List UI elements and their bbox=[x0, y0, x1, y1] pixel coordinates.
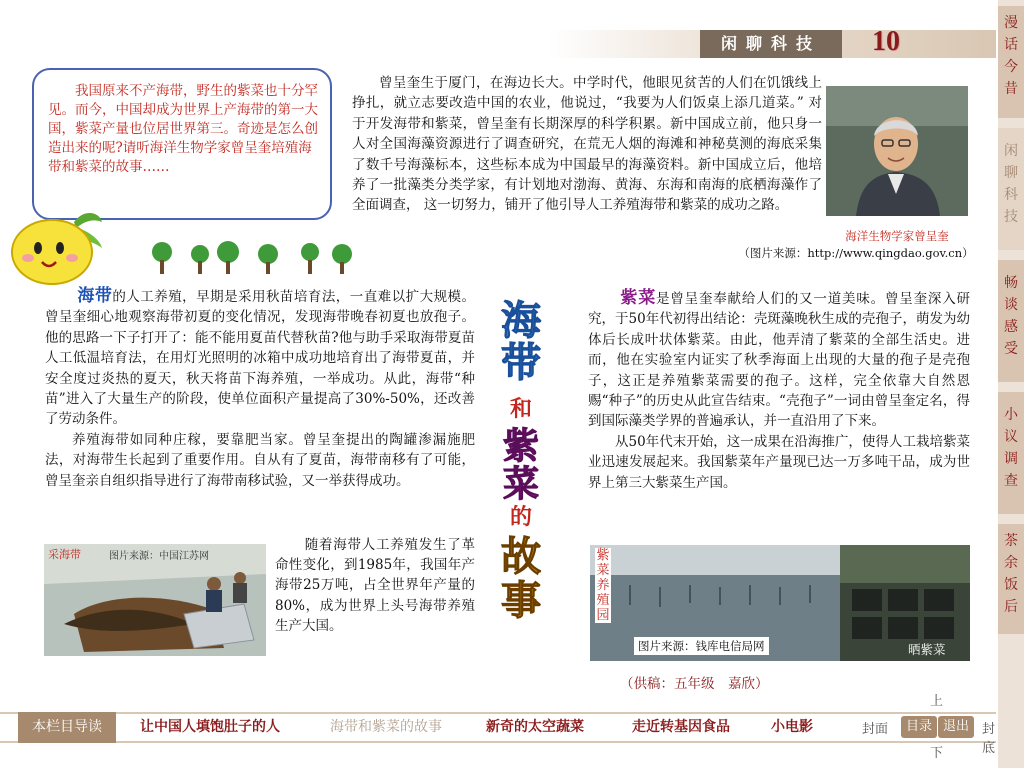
kelp-photo-source: 图片来源：中国江苏网 bbox=[109, 551, 209, 562]
nav-link-kelp-laver-story[interactable]: 海带和紫菜的故事 bbox=[330, 719, 442, 735]
intro-bubble-text: 我国原来不产海带，野生的紫菜也十分罕见。而今，中国却成为世界上产海带的第一大国，紫菜产量也位居世界第三。奇迹是怎么创造出来的呢?请听海洋生物学家曾呈奎培殖海带和紫菜的故事…… bbox=[48, 83, 318, 175]
laver-farm-photo bbox=[590, 545, 970, 661]
laver-keyword: 紫菜 bbox=[620, 288, 657, 308]
trees-decoration-icon bbox=[150, 240, 355, 276]
kelp-photo-caption: 采海带 bbox=[48, 548, 81, 561]
portrait-photo bbox=[826, 86, 968, 216]
laver-dry-caption: 晒紫菜 bbox=[908, 642, 946, 657]
sidebar-menu bbox=[998, 0, 1024, 768]
title-char: 和 bbox=[509, 396, 532, 422]
title-char: 菜 bbox=[502, 463, 539, 505]
title-char: 带 bbox=[501, 339, 541, 386]
nav-link-feeding-people[interactable]: 让中国人填饱肚子的人 bbox=[140, 719, 280, 735]
kelp-keyword: 海带 bbox=[77, 286, 113, 306]
portrait-caption: 海洋生物学家曾呈奎 bbox=[845, 229, 949, 243]
lemon-mascot-icon bbox=[4, 200, 114, 296]
sidebar-item-label: 茶余饭后 bbox=[1004, 533, 1018, 615]
intro-text: 曾呈奎生于厦门，在海边长大。中学时代，他眼见贫苦的人们在饥饿线上挣扎，就立志要改造中国的农业，他说过，“我要为人们饭桌上添几道菜。” 对于开发海带和紫菜，曾呈奎有长期深厚的科学积累。新中国成立前，他只身一人对全国海藻资源进行了调查研究，在荒无人烟的海滩和神秘莫测的海底采集了数千号海藻标本，这些标本成为中国最早的海藻资料。新中国成立后，他培养了一批藻类分类学家，有计划地对渤海、黄海、东海和南海的底栖海藻作了全面调查， 这一切努力，铺开了他引导人工养殖海带和紫菜的成功之路。 bbox=[352, 75, 822, 214]
sidebar-item-leisure[interactable] bbox=[998, 524, 1024, 634]
exit-button[interactable]: 退出 bbox=[938, 716, 974, 738]
sidebar-item-tech-talk[interactable] bbox=[998, 128, 1024, 250]
portrait-image-icon bbox=[826, 86, 968, 216]
laver-photo-label: 紫菜养殖园 bbox=[596, 548, 610, 623]
section-header bbox=[0, 26, 996, 58]
kelp-conclusion bbox=[275, 535, 475, 636]
title-char: 的 bbox=[509, 504, 532, 530]
nav-link-short-film[interactable]: 小电影 bbox=[771, 719, 813, 735]
sidebar-item-feelings[interactable] bbox=[998, 260, 1024, 382]
cover-button[interactable]: 封面 bbox=[862, 722, 889, 737]
intro-paragraph bbox=[352, 73, 822, 216]
column-guide-label: 本栏目导读 bbox=[18, 712, 116, 743]
laver-paragraph-1: 是曾呈奎奉献给人们的又一道美味。曾呈奎深入研究，于50年代初得出结论：壳斑藻晚秋生成的壳孢子，萌发为幼体后长成叶状体紫菜。由此，他弄清了紫菜的全部生活史。进而，他在实验室内证实了秋季海面上出现的大量的孢子是壳孢子，这正是养殖紫菜需要的孢子。这样，完全依靠大自然恩赐“种子”的历史从此宣告结束。“壳孢子”一词由曾呈奎定名，得到国际藻类学界的普遍承认，并一直沿用了下来。 bbox=[588, 291, 971, 430]
section-tag: 闲聊科技 bbox=[700, 30, 842, 58]
title-char: 事 bbox=[501, 577, 541, 624]
kelp-paragraph-1: 的人工养殖，早期是采用秋苗培育法，一直难以扩大规模。曾呈奎细心地观察海带初夏的变化情况，发现海带晚春初夏也放孢子。他的思路一下子打开了：能不能用夏苗代替秋苗?他与助手采取海带夏苗人工低温培育法，在用灯光照明的冰箱中成功地培育出了海带夏苗，并安全度过炎热的夏天，秋天将苗下海养殖，一举成功。从此，海带“种苗”进入了大量生产的阶段，使单位面积产量提高了30%-50%，还改善了劳动条件。 bbox=[45, 289, 476, 428]
intro-speech-bubble bbox=[32, 68, 332, 220]
page-number: 10 bbox=[872, 26, 900, 57]
title-char: 故 bbox=[501, 533, 541, 580]
laver-paragraph-2: 从50年代末开始，这一成果在沿海推广，使得人工栽培紫菜业迅速发展起来。我国紫菜年产量现已达一万多吨干品，成为世界上第三大紫菜生产国。 bbox=[588, 433, 970, 491]
portrait-source: （图片来源：http://www.qingdao.gov.cn） bbox=[738, 246, 974, 260]
next-page-button[interactable]: 下 bbox=[930, 746, 944, 761]
title-char: 紫 bbox=[502, 425, 539, 467]
kelp-paragraph-3: 随着海带人工养殖发生了革命性变化，到1985年，我国年产海带25万吨，占全世界年产量的80%，成为世界上头号海带养殖生产大国。 bbox=[275, 537, 475, 634]
kelp-article bbox=[45, 286, 475, 491]
sidebar-item-label: 闲聊科技 bbox=[1004, 143, 1018, 225]
nav-link-space-vegetables[interactable]: 新奇的太空蔬菜 bbox=[486, 719, 584, 735]
sidebar-item-label: 小议调查 bbox=[1004, 407, 1018, 489]
sidebar-item-label: 畅谈感受 bbox=[1004, 275, 1018, 357]
toc-button[interactable]: 目录 bbox=[901, 716, 937, 738]
footer-nav bbox=[0, 694, 996, 761]
laver-photo-source: 图片来源：钱库电信局网 bbox=[634, 637, 769, 655]
nav-link-gm-food[interactable]: 走近转基因食品 bbox=[632, 719, 730, 735]
contributor-credit: （供稿：五年级 嘉欣） bbox=[620, 676, 769, 692]
back-cover-button[interactable]: 封底 bbox=[982, 722, 996, 756]
prev-page-button[interactable]: 上 bbox=[930, 694, 944, 709]
kelp-harvest-photo bbox=[44, 544, 266, 656]
sidebar-item-label: 漫话今昔 bbox=[1004, 15, 1018, 97]
title-char: 海 bbox=[501, 297, 541, 344]
sidebar-item-past-present[interactable] bbox=[998, 6, 1024, 118]
laver-article bbox=[588, 288, 970, 493]
kelp-paragraph-2: 养殖海带如同种庄稼，要靠肥当家。曾呈奎提出的陶罐渗漏施肥法，对海带生长起到了重要作用。自从有了夏苗，海带南移有了可能，曾呈奎亲自组织指导进行了海带南移试验，又一举获得成功。 bbox=[45, 431, 475, 489]
vertical-title bbox=[490, 297, 552, 630]
sidebar-item-survey[interactable] bbox=[998, 392, 1024, 514]
header-strip bbox=[0, 30, 996, 58]
